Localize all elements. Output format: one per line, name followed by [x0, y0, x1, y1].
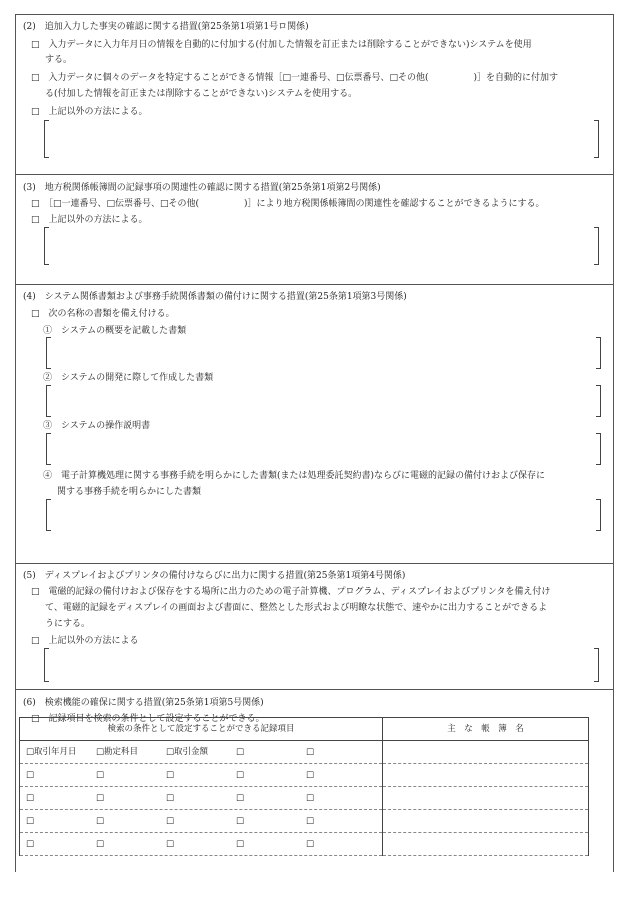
display-printer-cont-1: て、電磁的記録をディスプレイの画面および書面に、整然とした形式および明瞭な状態で、速やかに出力することができるよ: [45, 603, 548, 613]
ledger-name-cell[interactable]: [383, 787, 589, 810]
checkbox-display-printer[interactable]: □ 電磁的記録の備付けおよび保存をする場所に出力のための電子計算機、プログラム、ディスプレイおよびプリンタを備え付け: [31, 587, 551, 597]
search-items-table: [19, 717, 589, 856]
checkbox-system-docs[interactable]: □ 次の名称の書類を備え付ける。: [31, 309, 175, 319]
checkbox-blank[interactable]: □: [236, 746, 245, 757]
checkbox-search-items[interactable]: □ 記録項目を検索の条件として設定することができる。: [31, 714, 265, 724]
doc-1-label: ① システムの概要を記載した書類: [43, 326, 187, 336]
checkbox-blank[interactable]: □: [306, 769, 315, 780]
display-printer-cont-2: うにする。: [45, 619, 91, 629]
ledger-name-cell[interactable]: [383, 764, 589, 787]
checkbox-auto-id-cont: る(付加した情報を訂正または削除することができない)システムを使用する。: [45, 89, 358, 99]
table-row: [20, 810, 589, 833]
checkbox-blank[interactable]: □: [26, 815, 35, 826]
ledger-name-cell[interactable]: [383, 833, 589, 856]
other-method-box-3[interactable]: [44, 227, 599, 265]
checkbox-other-method-5[interactable]: □ 上記以外の方法による: [31, 636, 139, 646]
doc-4-label-cont: 関する事務手続を明らかにした書類: [57, 487, 202, 497]
ledger-name-cell[interactable]: [383, 741, 589, 764]
checkbox-relation-id[interactable]: □ ［□一連番号、□伝票番号、□その他( )］により地方税関係帳簿間の関連性を確認することができるようにする。: [31, 199, 545, 209]
doc-2-label: ② システムの開発に際して作成した書類: [43, 373, 214, 383]
checkbox-blank[interactable]: □: [26, 792, 35, 803]
checkbox-blank[interactable]: □: [306, 746, 315, 757]
checkbox-blank[interactable]: □: [96, 838, 105, 849]
checkbox-blank[interactable]: □: [26, 769, 35, 780]
section-6-title: (6) 検索機能の確保に関する措置(第25条第1項第5号関係): [23, 698, 264, 708]
table-row: [20, 764, 589, 787]
checkbox-blank[interactable]: □: [236, 838, 245, 849]
checkbox-blank[interactable]: □: [96, 815, 105, 826]
table-row: [20, 787, 589, 810]
checkbox-other-method-3[interactable]: □ 上記以外の方法による。: [31, 215, 148, 225]
checkbox-blank[interactable]: □: [96, 769, 105, 780]
checkbox-transaction-amount[interactable]: □取引金額: [166, 746, 209, 757]
checkbox-blank[interactable]: □: [306, 815, 315, 826]
section-3-title: (3) 地方税関係帳簿間の記録事項の関連性の確認に関する措置(第25条第1項第2号関係): [23, 183, 381, 193]
section-5-title: (5) ディスプレイおよびプリンタの備付けならびに出力に関する措置(第25条第1項第4号関係): [23, 571, 406, 581]
section-3: [15, 174, 614, 284]
checkbox-blank[interactable]: □: [166, 838, 175, 849]
doc-3-label: ③ システムの操作説明書: [43, 421, 151, 431]
table-row: [20, 833, 589, 856]
section-4-title: (4) システム関係書類および事務手続関係書類の備付けに関する措置(第25条第1項第3号関係): [23, 292, 407, 302]
checkbox-blank[interactable]: □: [166, 769, 175, 780]
checkbox-transaction-date[interactable]: □取引年月日: [26, 746, 77, 757]
header-ledger-name: 主 な 帳 簿 名: [383, 718, 589, 741]
section-2: [15, 14, 614, 174]
section-2-title: (2) 追加入力した事実の確認に関する措置(第25条第1項第1号ロ関係): [23, 22, 309, 32]
other-method-box-5[interactable]: [44, 648, 599, 682]
doc-1-box[interactable]: [46, 337, 601, 369]
checkbox-blank[interactable]: □: [166, 815, 175, 826]
section-5: [15, 563, 614, 689]
section-4: [15, 284, 614, 563]
checkbox-auto-id[interactable]: □ 入力データに個々のデータを特定することができる情報［□一連番号、□伝票番号、□その他( )］を自動的に付加す: [31, 73, 559, 83]
checkbox-blank[interactable]: □: [236, 815, 245, 826]
ledger-name-cell[interactable]: [383, 810, 589, 833]
header-search-items: 検索の条件として設定することができる記録項目: [20, 718, 383, 741]
checkbox-blank[interactable]: □: [236, 792, 245, 803]
checkbox-blank[interactable]: □: [166, 792, 175, 803]
checkbox-blank[interactable]: □: [306, 792, 315, 803]
other-method-box[interactable]: [44, 120, 599, 158]
checkbox-blank[interactable]: □: [96, 792, 105, 803]
checkbox-account-item[interactable]: □勘定科目: [96, 746, 139, 757]
doc-4-box[interactable]: [46, 499, 601, 531]
checkbox-blank[interactable]: □: [306, 838, 315, 849]
checkbox-auto-date[interactable]: □ 入力データに入力年月日の情報を自動的に付加する(付加した情報を訂正または削除することができない)システムを使用: [31, 40, 532, 50]
checkbox-blank[interactable]: □: [236, 769, 245, 780]
checkbox-blank[interactable]: □: [26, 838, 35, 849]
doc-4-label: ④ 電子計算機処理に関する事務手続を明らかにした書類(または処理委託契約書)ならびに電磁的記録の備付けおよび保存に: [43, 471, 546, 481]
doc-2-box[interactable]: [46, 385, 601, 417]
checkbox-auto-date-cont: する。: [45, 55, 73, 65]
checkbox-other-method[interactable]: □ 上記以外の方法による。: [31, 107, 148, 117]
doc-3-box[interactable]: [46, 433, 601, 465]
table-row: [20, 741, 589, 764]
